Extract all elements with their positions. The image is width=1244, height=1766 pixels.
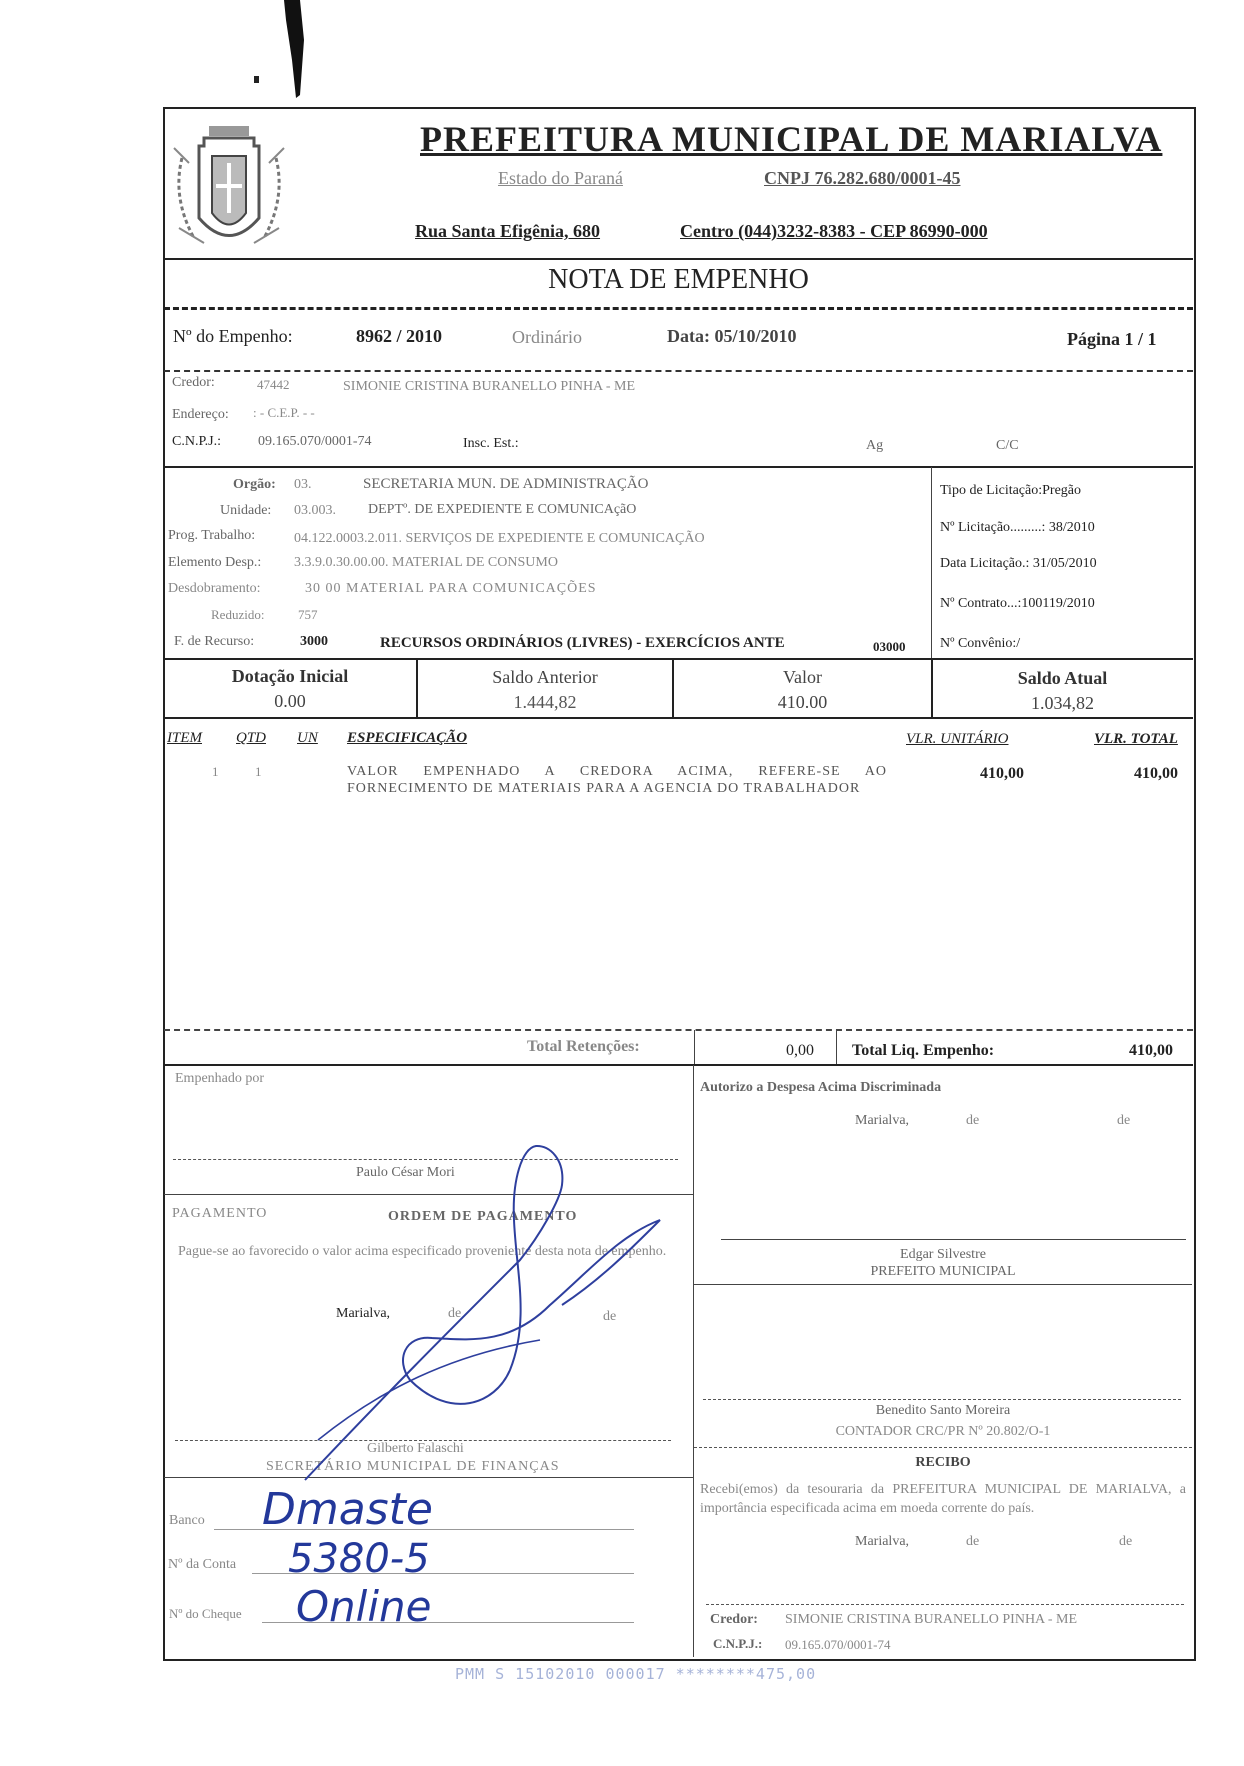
municipality-title: PREFEITURA MUNICIPAL DE MARIALVA [420,119,1163,159]
un-header: UN [297,730,318,746]
address-header: Rua Santa Efigênia, 680 [415,221,601,241]
signature-line [703,1399,1181,1400]
recibo-text: Recebi(emos) da tesouraria da PREFEITURA MUNICIPAL DE MARIALVA, a importância especificada acima em moeda corrente do país. [700,1482,1186,1516]
divider [836,1030,837,1064]
numero-convenio: Nº Convênio:/ [940,636,1021,651]
divider [931,467,932,659]
pague-text: Pague-se ao favorecido o valor acima especificado proveniente desta nota de empenho. [178,1244,667,1259]
item-header: ITEM [167,730,202,746]
prog-trabalho-label: Prog. Trabalho: [168,528,256,543]
desdobramento-label: Desdobramento: [168,581,261,596]
unidade-name: DEPTº. DE EXPEDIENTE E COMUNICAçãO [368,502,637,517]
recibo-de-1: de [966,1534,980,1549]
saldo-atual-label: Saldo Atual [1017,668,1108,688]
recibo-cnpj: 09.165.070/0001-74 [785,1637,891,1652]
unit-price-header: VLR. UNITÁRIO [906,731,1009,747]
dotacao-inicial-value: 0.00 [274,691,306,711]
elemento-label: Elemento Desp.: [168,555,262,570]
orgao-code: 03. [294,477,312,492]
empenhado-name: Paulo César Mori [356,1165,455,1180]
recibo-credor-label: Credor: [710,1612,758,1627]
local-right: Marialva, [855,1113,910,1128]
signature-line [721,1239,1186,1240]
handwritten-banco: Dmaste [262,1484,433,1535]
total-header: VLR. TOTAL [1094,731,1178,747]
unidade-label: Unidade: [220,503,272,518]
scan-dot [254,76,259,83]
scan-mark [270,0,330,100]
conta-label: Nº da Conta [168,1557,237,1572]
de-left-2: de [603,1309,617,1324]
divider [164,307,1193,310]
credor-address: : - C.E.P. - - [253,405,315,420]
data-licitacao: Data Licitação.: 31/05/2010 [940,556,1097,571]
dotacao-inicial-label: Dotação Inicial [231,666,349,686]
credor-cnpj: 09.165.070/0001-74 [258,434,372,449]
coat-of-arms-logo [164,118,294,258]
qtd-header: QTD [236,730,267,746]
divider [164,370,1193,372]
local-left: Marialva, [336,1306,391,1321]
address-label: Endereço: [172,407,229,422]
elemento-despesa: 3.3.9.0.30.00.00. MATERIAL DE CONSUMO [294,555,558,570]
valor-value: 410.00 [777,692,828,712]
secretario-role: SECRETÁRIO MUNICIPAL DE FINANÇAS [266,1459,560,1474]
saldo-anterior-value: 1.444,82 [513,692,577,712]
numero-contrato: Nº Contrato...:100119/2010 [940,596,1095,611]
cnpj-label: C.N.P.J.: [172,434,222,449]
divider [164,1029,1193,1031]
agencia-label: Ag [866,438,884,453]
empenho-number-label: Nº do Empenho: [173,326,293,346]
recibo-de-2: de [1119,1534,1133,1549]
item-row-item: 1 [212,764,219,779]
empenho-number: 8962 / 2010 [356,326,443,346]
recurso-code: 3000 [300,634,328,649]
divider [164,658,1193,660]
empenho-date: Data: 05/10/2010 [667,326,797,346]
saldo-atual-value: 1.034,82 [1031,693,1094,713]
divider [164,717,1193,719]
ordem-pagamento-label: ORDEM DE PAGAMENTO [388,1209,578,1224]
liquido-label: Total Liq. Empenho: [852,1042,995,1059]
empenhado-label: Empenhado por [175,1071,265,1086]
contador-role: CONTADOR CRC/PR Nº 20.802/O-1 [835,1424,1051,1439]
credor-name: SIMONIE CRISTINA BURANELLO PINHA - ME [343,379,636,394]
item-row-spec: VALOR EMPENHADO A CREDORA ACIMA, REFERE-SE AO FORNECIMENTO DE MATERIAIS PARA A AGENCIA DO TRABALHADOR [347,764,887,796]
recibo-title: RECIBO [915,1455,971,1470]
contador-name: Benedito Santo Moreira [875,1403,1011,1418]
retencoes-label: Total Retenções: [527,1038,640,1055]
handwritten-cheque: Online [296,1582,432,1631]
orgao-name: SECRETARIA MUN. DE ADMINISTRAÇÃO [363,476,649,492]
banco-label: Banco [169,1513,205,1528]
unidade-code: 03.003. [294,503,336,518]
divider [164,466,1193,468]
divider [694,1447,1192,1448]
secretario-name: Gilberto Falaschi [367,1441,464,1456]
reduzido-label: Reduzido: [211,607,265,622]
item-row-total: 410,00 [1134,765,1178,782]
divider [694,1030,695,1064]
divider [694,1284,1192,1285]
pagamento-label: PAGAMENTO [172,1206,268,1221]
divider [164,1064,1193,1066]
handwritten-conta: 5380-5 [288,1536,430,1582]
document-title: NOTA DE EMPENHO [548,264,809,295]
recurso-name: RECURSOS ORDINÁRIOS (LIVRES) - EXERCÍCIOS ANTE [380,635,785,651]
de-right-1: de [966,1113,980,1128]
bank-stamp: PMM S 15102010 000017 ********475,00 [455,1665,817,1683]
de-left-1: de [448,1306,462,1321]
numero-licitacao: Nº Licitação.........: 38/2010 [940,520,1095,535]
item-row-unit: 410,00 [980,765,1024,782]
state-label: Estado do Paraná [498,168,623,188]
divider [693,1065,694,1657]
desdobramento: 30 00 MATERIAL PARA COMUNICAÇÕES [305,581,597,596]
orgao-label: Orgão: [233,477,276,492]
spec-header: ESPECIFICAÇÃO [347,730,468,746]
prog-trabalho: 04.122.0003.2.011. SERVIÇOS DE EXPEDIENTE E COMUNICAÇÃO [294,531,705,546]
conta-corrente-label: C/C [996,438,1019,453]
liquido-value: 410,00 [1129,1042,1173,1059]
recurso-label: F. de Recurso: [174,634,255,649]
cnpj-header: CNPJ 76.282.680/0001-45 [764,168,961,188]
cheque-label: Nº do Cheque [169,1606,242,1621]
item-row-qtd: 1 [255,764,262,779]
retencoes-value: 0,00 [786,1042,814,1059]
page-number: Página 1 / 1 [1067,329,1157,349]
saldo-anterior-label: Saldo Anterior [492,667,598,687]
contact-header: Centro (044)3232-8383 - CEP 86990-000 [680,221,988,241]
handwritten-signature [300,1140,680,1500]
tipo-licitacao: Tipo de Licitação:Pregão [940,483,1082,498]
recurso-code-2: 03000 [873,639,906,654]
prefeito-role: PREFEITO MUNICIPAL [870,1264,1016,1279]
insc-est-label: Insc. Est.: [463,436,519,451]
recibo-cnpj-label: C.N.P.J.: [713,1636,763,1651]
signature-line [706,1604,1184,1605]
credor-code: 47442 [257,377,290,392]
reduzido: 757 [298,607,318,622]
prefeito-name: Edgar Silvestre [900,1247,986,1262]
recibo-credor-name: SIMONIE CRISTINA BURANELLO PINHA - ME [785,1612,1078,1627]
empenho-type: Ordinário [512,327,582,347]
valor-label: Valor [783,667,822,687]
autorizo-label: Autorizo a Despesa Acima Discriminada [700,1080,942,1095]
credor-label: Credor: [172,375,215,390]
de-right-2: de [1117,1113,1131,1128]
divider [164,258,1193,260]
recibo-local: Marialva, [855,1534,910,1549]
